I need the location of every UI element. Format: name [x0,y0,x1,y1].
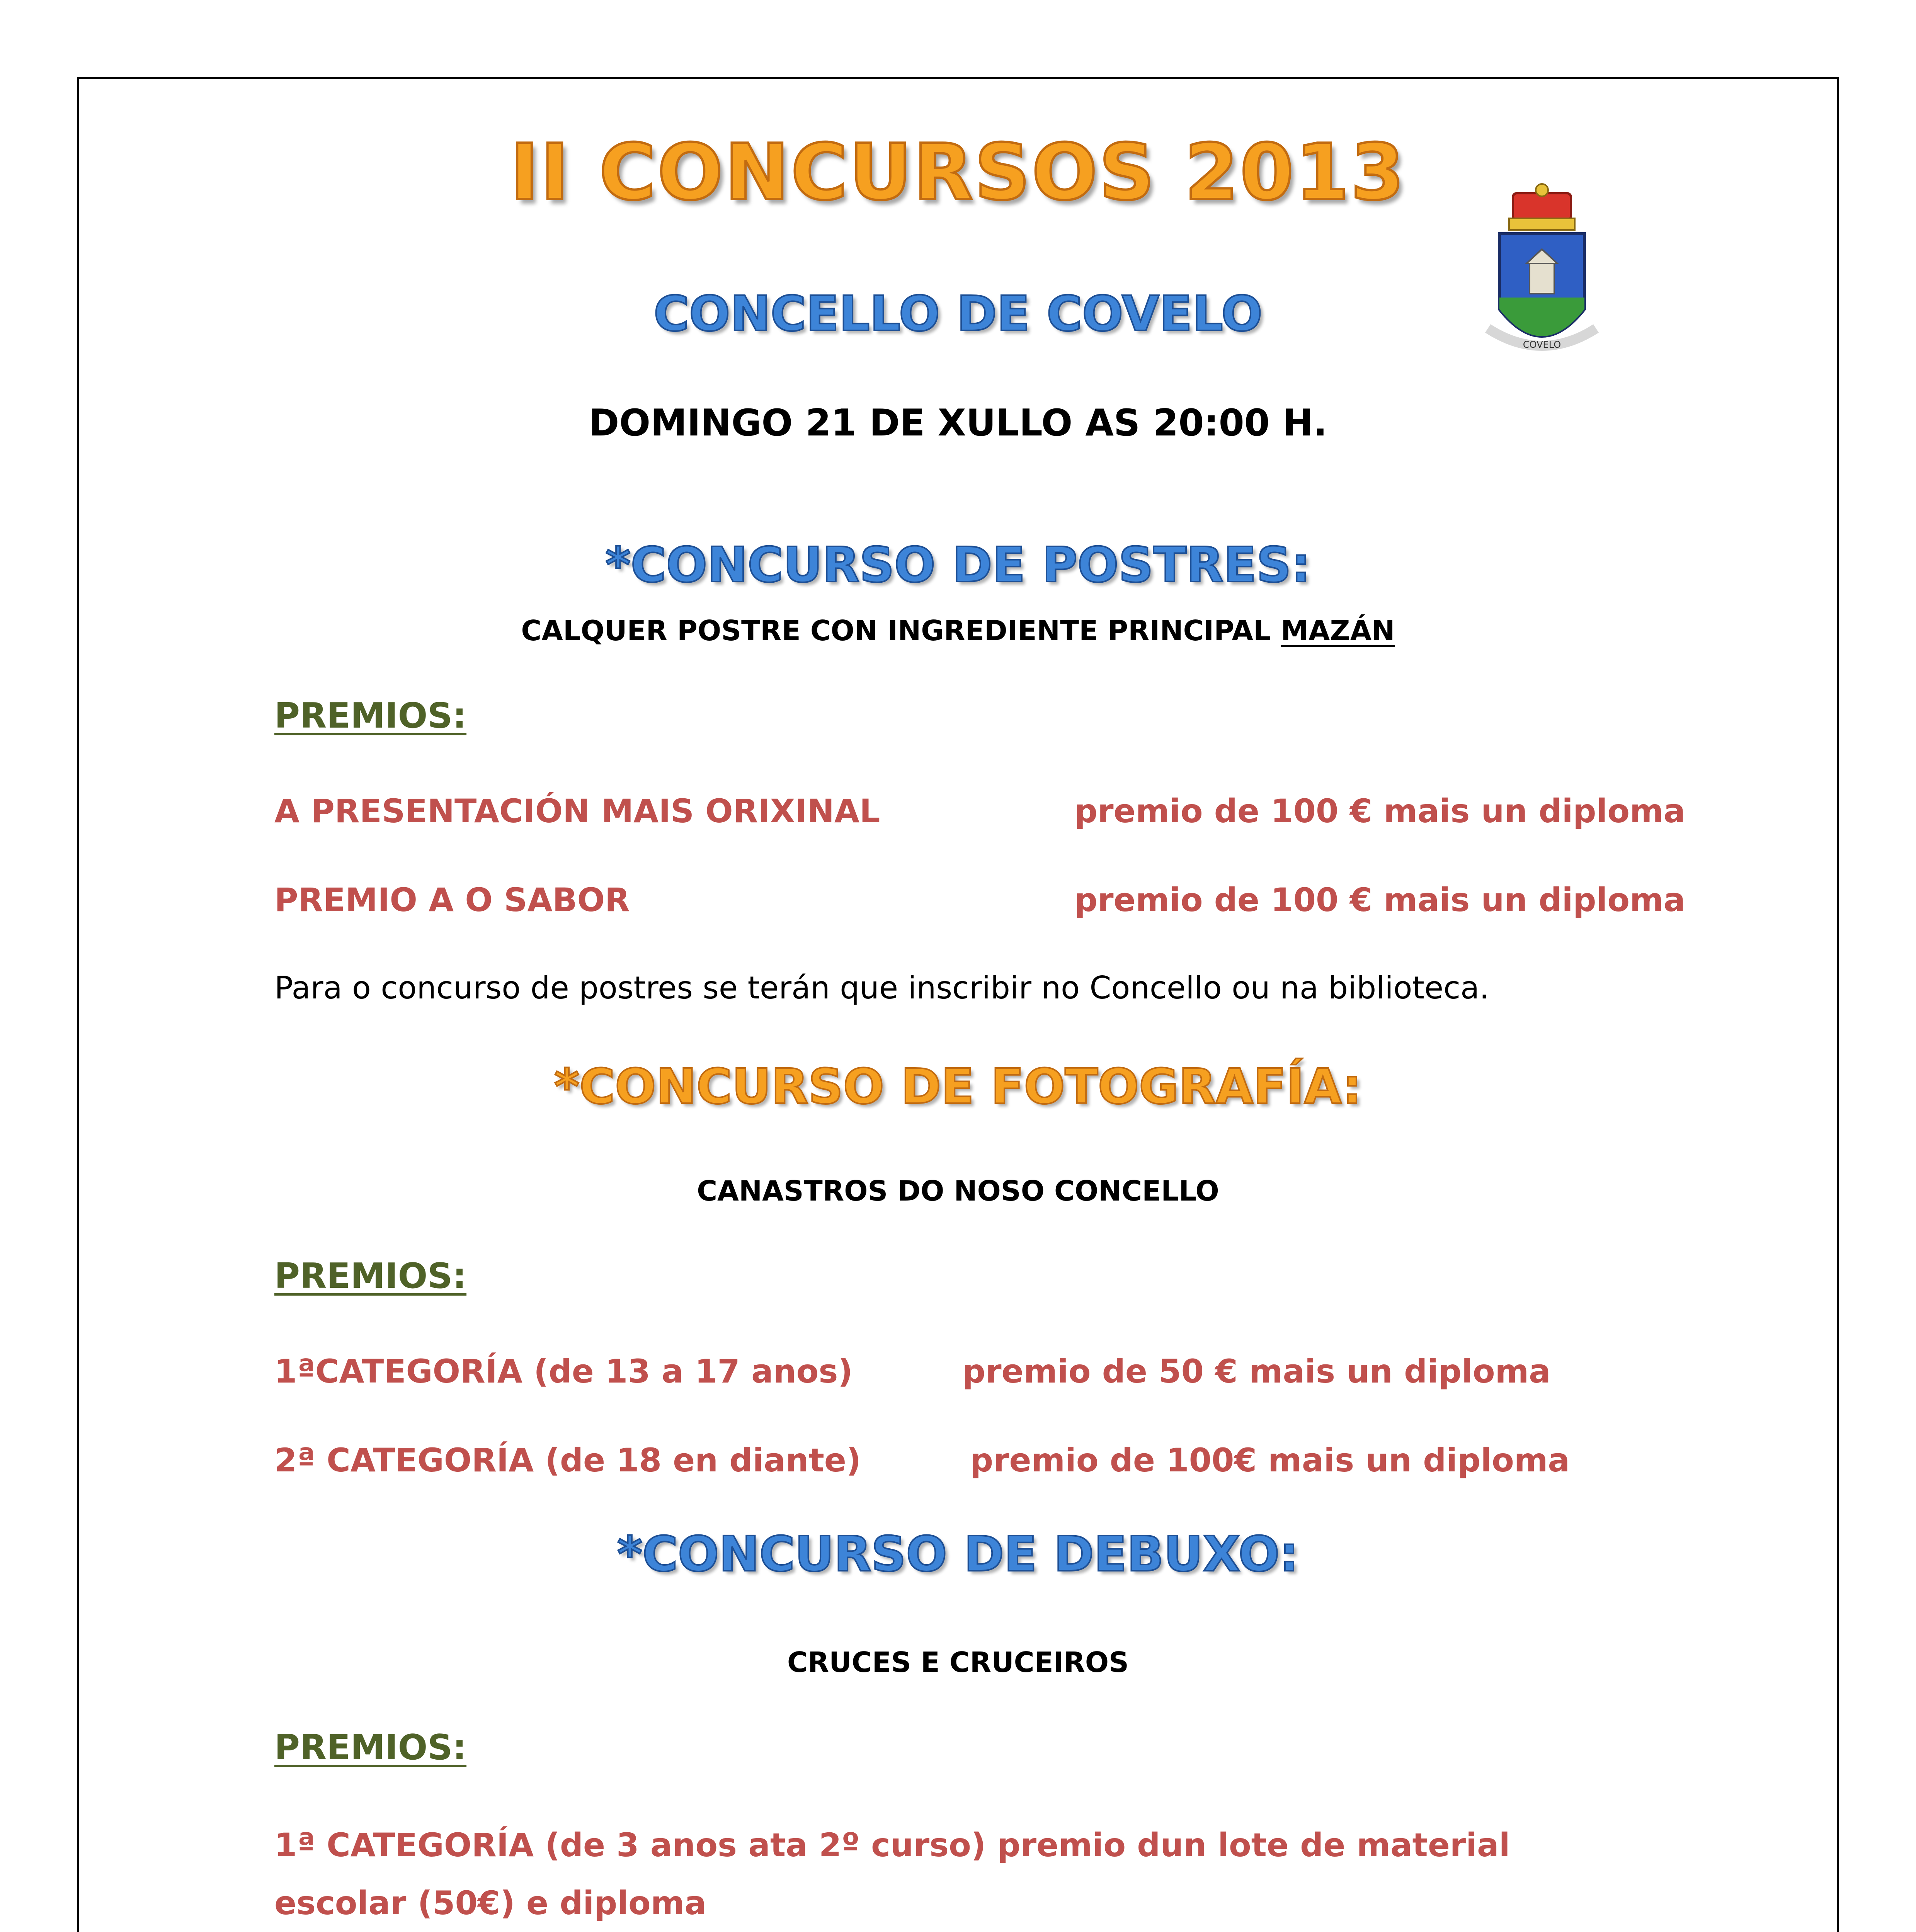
prize-entry: 1ª CATEGORÍA (de 3 anos ata 2º curso) premio dun lote de material escolar (50€) e diploma [274,1826,1510,1922]
event-date: DOMINGO 21 DE XULLO AS 20:00 H. [589,402,1327,444]
postres-subtitle-text: CALQUER POSTRE CON INGREDIENTE PRINCIPAL [521,614,1271,647]
prize-name: 1ªCATEGORÍA (de 13 a 17 anos) [274,1352,853,1390]
crest-label: COVELO [1523,339,1561,350]
prize-value: premio de 50 € mais un diploma [962,1352,1551,1390]
premios-label: PREMIOS: [274,1727,467,1768]
prize-value: premio de 100 € mais un diploma [1074,881,1686,919]
prize-value: premio de 100€ mais un diploma [970,1441,1570,1479]
premios-label: PREMIOS: [274,1256,467,1296]
postres-subtitle [0,614,1916,647]
prize-name: A PRESENTACIÓN MAIS ORIXINAL [274,792,880,830]
premios-label: PREMIOS: [274,696,467,736]
prize-name: 2ª CATEGORÍA (de 18 en diante) [274,1441,861,1479]
page-title: II CONCURSOS 2013 [510,128,1406,218]
section-heading-debuxo: *CONCURSO DE DEBUXO: [617,1526,1299,1582]
fotografia-subtitle: CANASTROS DO NOSO CONCELLO [697,1175,1219,1207]
debuxo-subtitle: CRUCES E CRUCEIROS [787,1646,1129,1679]
postres-ingredient: MAZÁN [1281,614,1395,647]
section-heading-fotografia: *CONCURSO DE FOTOGRAFÍA: [554,1059,1362,1115]
section-heading-postres: *CONCURSO DE POSTRES: [605,537,1311,593]
prize-value: premio de 100 € mais un diploma [1074,792,1686,830]
prize-name: PREMIO A O SABOR [274,881,630,919]
postres-note: Para o concurso de postres se terán que inscribir no Concello ou na biblioteca. [274,970,1489,1006]
page-subtitle: CONCELLO DE COVELO [653,286,1263,342]
